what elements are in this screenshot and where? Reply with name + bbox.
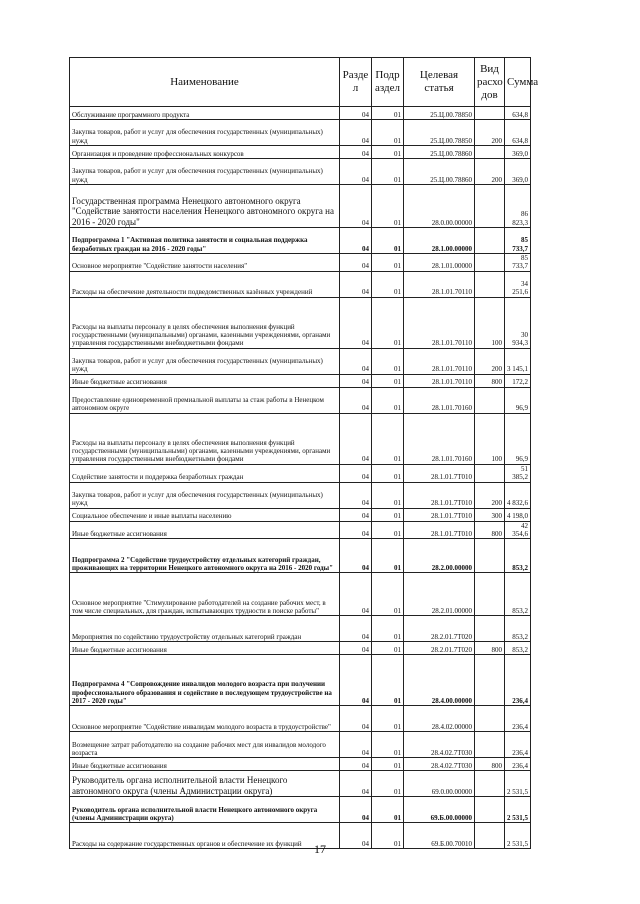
table-row [70, 616, 531, 642]
header-expense-type: Вид расхо дов [475, 58, 505, 107]
cell-subsection: 01 [372, 521, 404, 539]
cell-target: 28.4.02.7Т030 [404, 732, 475, 758]
cell-expense-type [475, 271, 505, 297]
cell-target: 28.0.00.00000 [404, 185, 475, 228]
cell-target: 28.1.00.00000 [404, 228, 475, 254]
cell-expense-type: 800 [475, 521, 505, 539]
cell-name: Закупка товаров, работ и услуг для обеспечения государственных (муниципальных) нужд [70, 120, 340, 146]
cell-target: 25.Ц.00.78850 [404, 107, 475, 120]
cell-subsection: 01 [372, 413, 404, 464]
cell-name: Предоставление единовременной премиальной выплаты за стаж работы в Ненецком автономном округе [70, 387, 340, 413]
cell-name: Подпрограмма 1 "Активная политика занятости и социальная поддержка безработных граждан на 2016 - 2020 годы" [70, 228, 340, 254]
cell-amount: 4 832,6 [505, 482, 531, 508]
table-row [70, 771, 531, 797]
page-number: 17 [314, 842, 326, 856]
cell-target: 28.1.01.7Т010 [404, 482, 475, 508]
cell-target: 28.1.01.70110 [404, 297, 475, 348]
table-row [70, 413, 531, 464]
cell-name: Содействие занятости и поддержка безработных граждан [70, 464, 340, 482]
cell-amount: 96,9 [505, 413, 531, 464]
cell-expense-type: 100 [475, 413, 505, 464]
cell-target: 28.2.01.00000 [404, 573, 475, 616]
table-row [70, 348, 531, 374]
cell-amount: 2 531,5 [505, 823, 531, 849]
cell-subsection: 01 [372, 758, 404, 771]
cell-name: Расходы на выплаты персоналу в целях обеспечения выполнения функций государственными (муниципальными) органами, казенными учреждениями, органами управления государственными внебюджетными фондами [70, 413, 340, 464]
cell-subsection: 01 [372, 297, 404, 348]
table-row [70, 146, 531, 159]
cell-amount: 853,2 [505, 573, 531, 616]
cell-subsection: 01 [372, 642, 404, 655]
cell-subsection: 01 [372, 482, 404, 508]
table-row [70, 228, 531, 254]
cell-target: 28.1.01.70110 [404, 271, 475, 297]
cell-expense-type [475, 573, 505, 616]
table-row [70, 521, 531, 539]
cell-amount: 2 531,5 [505, 771, 531, 797]
cell-name: Закупка товаров, работ и услуг для обеспечения государственных (муниципальных) нужд [70, 348, 340, 374]
cell-name: Основное мероприятие "Стимулирование работодателей на создание рабочих мест, в том числе специальных, для граждан, испытывающих трудности в поиске работы" [70, 573, 340, 616]
cell-name: Руководитель органа исполнительной власти Ненецкого автономного округа (члены Администрации округа) [70, 771, 340, 797]
table-row [70, 482, 531, 508]
cell-expense-type [475, 464, 505, 482]
cell-section: 04 [340, 464, 372, 482]
cell-name: Расходы на выплаты персоналу в целях обеспечения выполнения функций государственными (муниципальными) органами, казенными учреждениями, органами управления государственными внебюджетными фондами [70, 297, 340, 348]
cell-subsection: 01 [372, 374, 404, 387]
cell-section: 04 [340, 797, 372, 823]
cell-subsection: 01 [372, 387, 404, 413]
cell-name: Руководитель органа исполнительной власти Ненецкого автономного округа (члены Администрации округа) [70, 797, 340, 823]
cell-amount: 634,8 [505, 120, 531, 146]
cell-name: Подпрограмма 2 "Содействие трудоустройству отдельных категорий граждан, проживающих на территории Ненецкого автономного округа на 2016 - 2020 годы" [70, 539, 340, 573]
cell-name: Основное мероприятие "Содействие инвалидам молодого возраста в трудоустройстве" [70, 706, 340, 732]
cell-expense-type [475, 771, 505, 797]
cell-section: 04 [340, 732, 372, 758]
cell-target: 28.2.00.00000 [404, 539, 475, 573]
cell-expense-type: 200 [475, 120, 505, 146]
cell-amount: 4 198,0 [505, 508, 531, 521]
cell-amount: 369,0 [505, 146, 531, 159]
cell-section: 04 [340, 297, 372, 348]
cell-name: Иные бюджетные ассигнования [70, 374, 340, 387]
cell-target: 28.4.02.00000 [404, 706, 475, 732]
table-row [70, 797, 531, 823]
cell-expense-type [475, 228, 505, 254]
cell-expense-type: 200 [475, 482, 505, 508]
cell-name: Иные бюджетные ассигнования [70, 521, 340, 539]
cell-expense-type [475, 254, 505, 272]
table-row [70, 655, 531, 706]
cell-subsection: 01 [372, 228, 404, 254]
cell-amount: 86 823,3 [505, 185, 531, 228]
cell-expense-type [475, 539, 505, 573]
cell-name: Организация и проведение профессиональных конкурсов [70, 146, 340, 159]
table-row [70, 107, 531, 120]
cell-target: 28.1.01.7Т010 [404, 508, 475, 521]
table-row [70, 732, 531, 758]
cell-section: 04 [340, 228, 372, 254]
table-row [70, 758, 531, 771]
table-row [70, 254, 531, 272]
cell-section: 04 [340, 642, 372, 655]
header-section: Разде л [340, 58, 372, 107]
cell-amount: 853,2 [505, 539, 531, 573]
table-row [70, 573, 531, 616]
header-name: Наименование [70, 58, 340, 107]
cell-name: Закупка товаров, работ и услуг для обеспечения государственных (муниципальных) нужд [70, 482, 340, 508]
cell-subsection: 01 [372, 797, 404, 823]
cell-amount: 236,4 [505, 732, 531, 758]
table-row [70, 642, 531, 655]
cell-amount: 853,2 [505, 616, 531, 642]
cell-amount: 236,4 [505, 655, 531, 706]
cell-name: Мероприятия по содействию трудоустройству отдельных категорий граждан [70, 616, 340, 642]
cell-subsection: 01 [372, 823, 404, 849]
cell-target: 28.4.02.7Т030 [404, 758, 475, 771]
cell-section: 04 [340, 539, 372, 573]
cell-target: 25.Ц.00.78860 [404, 159, 475, 185]
cell-target: 28.1.01.70160 [404, 413, 475, 464]
cell-target: 28.1.01.7Т010 [404, 464, 475, 482]
cell-amount: 3 145,1 [505, 348, 531, 374]
cell-section: 04 [340, 348, 372, 374]
cell-expense-type [475, 107, 505, 120]
cell-subsection: 01 [372, 771, 404, 797]
cell-amount: 236,4 [505, 758, 531, 771]
cell-amount: 30 934,3 [505, 297, 531, 348]
cell-name: Подпрограмма 4 "Сопровождение инвалидов молодого возраста при получении профессионального образования и содействие в последующем трудоустройстве на 2017 - 2020 годы" [70, 655, 340, 706]
cell-name: Закупка товаров, работ и услуг для обеспечения государственных (муниципальных) нужд [70, 159, 340, 185]
table-row [70, 374, 531, 387]
cell-amount: 51 385,2 [505, 464, 531, 482]
cell-amount: 853,2 [505, 642, 531, 655]
cell-section: 04 [340, 413, 372, 464]
cell-subsection: 01 [372, 464, 404, 482]
cell-name: Расходы на содержание государственных органов и обеспечение их функций [70, 823, 340, 849]
cell-amount: 369,0 [505, 159, 531, 185]
cell-expense-type [475, 185, 505, 228]
table-row [70, 706, 531, 732]
cell-section: 04 [340, 254, 372, 272]
cell-expense-type [475, 616, 505, 642]
cell-target: 28.2.01.7Т020 [404, 642, 475, 655]
header-target: Целевая статья [404, 58, 475, 107]
cell-section: 04 [340, 771, 372, 797]
cell-amount: 85 733,7 [505, 254, 531, 272]
cell-name: Возмещение затрат работодателю на создание рабочих мест для инвалидов молодого возраста [70, 732, 340, 758]
cell-expense-type: 800 [475, 642, 505, 655]
table-row [70, 185, 531, 228]
cell-expense-type [475, 797, 505, 823]
cell-expense-type [475, 732, 505, 758]
budget-table [69, 57, 539, 849]
cell-subsection: 01 [372, 539, 404, 573]
cell-section: 04 [340, 655, 372, 706]
cell-subsection: 01 [372, 508, 404, 521]
table-row [70, 387, 531, 413]
cell-section: 04 [340, 508, 372, 521]
table-row [70, 464, 531, 482]
cell-target: 25.Ц.00.78850 [404, 120, 475, 146]
cell-subsection: 01 [372, 573, 404, 616]
cell-section: 04 [340, 271, 372, 297]
cell-section: 04 [340, 482, 372, 508]
cell-name: Основное мероприятие "Содействие занятости населения" [70, 254, 340, 272]
cell-subsection: 01 [372, 107, 404, 120]
cell-subsection: 01 [372, 159, 404, 185]
cell-amount: 85 733,7 [505, 228, 531, 254]
cell-target: 28.1.01.7Т010 [404, 521, 475, 539]
cell-expense-type [475, 706, 505, 732]
cell-section: 04 [340, 159, 372, 185]
cell-amount: 96,9 [505, 387, 531, 413]
cell-section: 04 [340, 521, 372, 539]
cell-name: Обслуживание программного продукта [70, 107, 340, 120]
cell-amount: 634,8 [505, 107, 531, 120]
cell-section: 04 [340, 758, 372, 771]
cell-section: 04 [340, 706, 372, 732]
cell-section: 04 [340, 107, 372, 120]
cell-name: Иные бюджетные ассигнования [70, 758, 340, 771]
cell-subsection: 01 [372, 348, 404, 374]
cell-expense-type [475, 655, 505, 706]
cell-target: 69.0.00.00000 [404, 771, 475, 797]
cell-section: 04 [340, 573, 372, 616]
cell-expense-type: 800 [475, 374, 505, 387]
cell-section: 04 [340, 616, 372, 642]
cell-name: Государственная программа Ненецкого автономного округа "Содействие занятости населения Ненецкого автономного округа на 2016 - 2020 годы" [70, 185, 340, 228]
table-row [70, 508, 531, 521]
cell-target: 69.Б.00.70010 [404, 823, 475, 849]
cell-section: 04 [340, 823, 372, 849]
cell-expense-type: 200 [475, 348, 505, 374]
cell-subsection: 01 [372, 120, 404, 146]
cell-subsection: 01 [372, 732, 404, 758]
cell-target: 28.1.01.70160 [404, 387, 475, 413]
cell-target: 69.Б.00.00000 [404, 797, 475, 823]
cell-amount: 172,2 [505, 374, 531, 387]
header-subsection: Подр аздел [372, 58, 404, 107]
cell-expense-type [475, 387, 505, 413]
cell-target: 28.1.01.70110 [404, 348, 475, 374]
cell-subsection: 01 [372, 146, 404, 159]
cell-subsection: 01 [372, 254, 404, 272]
cell-subsection: 01 [372, 616, 404, 642]
cell-subsection: 01 [372, 706, 404, 732]
cell-amount: 34 251,6 [505, 271, 531, 297]
cell-section: 04 [340, 387, 372, 413]
cell-expense-type: 800 [475, 758, 505, 771]
cell-amount: 236,4 [505, 706, 531, 732]
cell-name: Расходы на обеспечение деятельности подведомственных казённых учреждений [70, 271, 340, 297]
table-row [70, 539, 531, 573]
cell-subsection: 01 [372, 271, 404, 297]
table-row [70, 297, 531, 348]
cell-target: 28.2.01.7Т020 [404, 616, 475, 642]
table-row [70, 159, 531, 185]
cell-section: 04 [340, 185, 372, 228]
cell-section: 04 [340, 374, 372, 387]
cell-amount: 42 354,6 [505, 521, 531, 539]
cell-expense-type: 300 [475, 508, 505, 521]
header-amount: Сумма [505, 58, 531, 107]
cell-subsection: 01 [372, 185, 404, 228]
cell-target: 28.1.01.70110 [404, 374, 475, 387]
cell-target: 28.4.00.00000 [404, 655, 475, 706]
cell-expense-type: 200 [475, 159, 505, 185]
table-row [70, 120, 531, 146]
cell-target: 25.Ц.00.78860 [404, 146, 475, 159]
cell-expense-type [475, 146, 505, 159]
cell-expense-type: 100 [475, 297, 505, 348]
table-row [70, 271, 531, 297]
cell-subsection: 01 [372, 655, 404, 706]
cell-section: 04 [340, 120, 372, 146]
cell-target: 28.1.01.00000 [404, 254, 475, 272]
cell-name: Социальное обеспечение и иные выплаты населению [70, 508, 340, 521]
cell-amount: 2 531,5 [505, 797, 531, 823]
cell-name: Иные бюджетные ассигнования [70, 642, 340, 655]
cell-section: 04 [340, 146, 372, 159]
